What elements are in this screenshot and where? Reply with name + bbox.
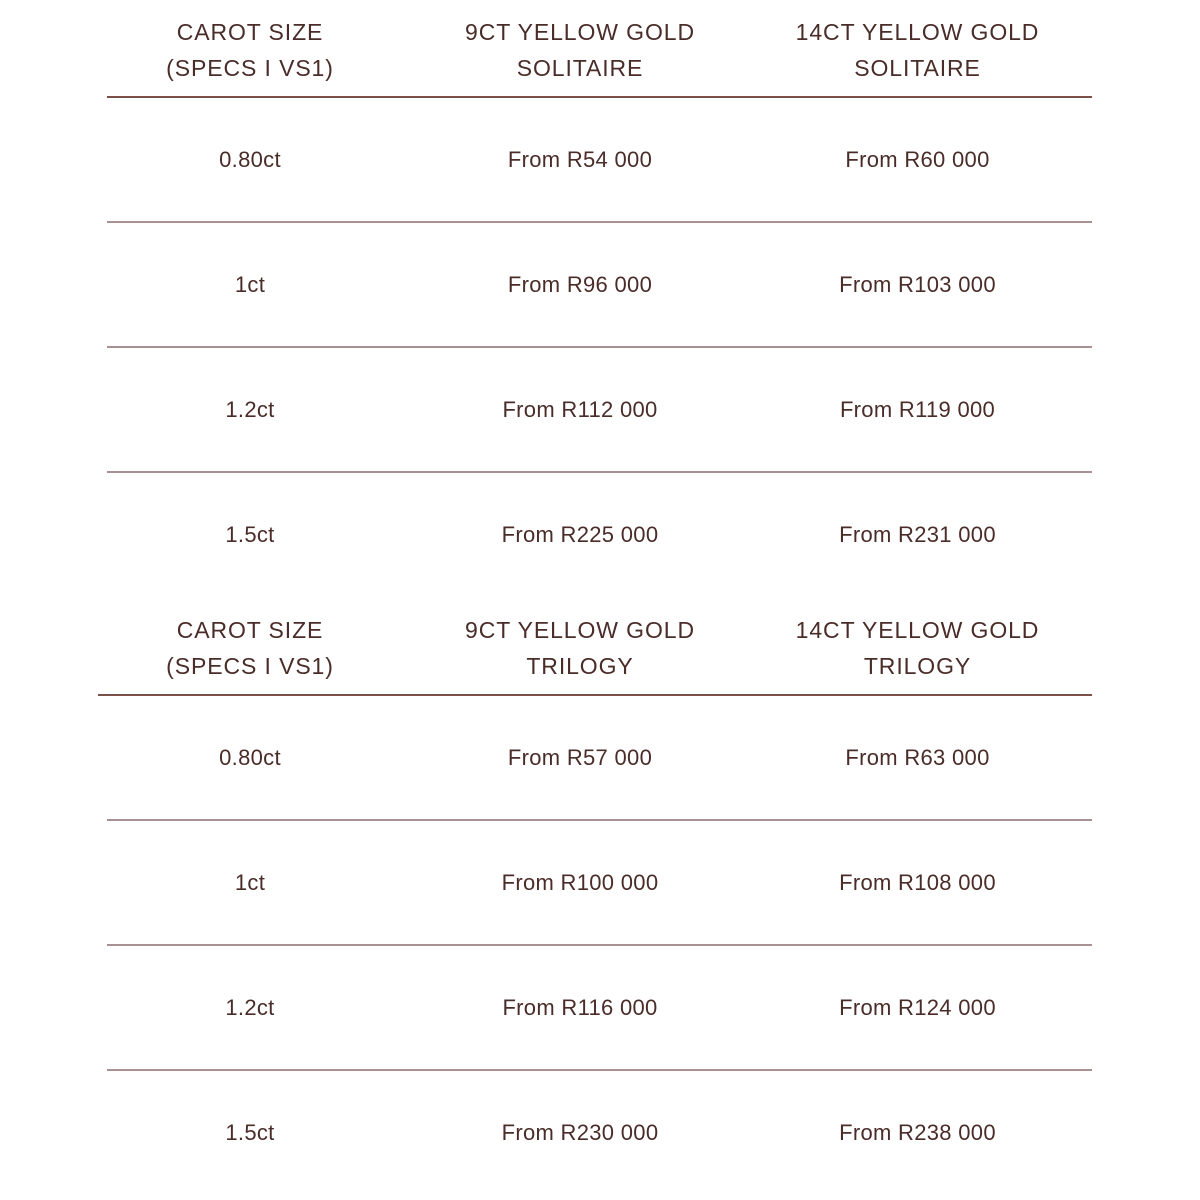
cell-price-9ct (415, 696, 745, 819)
table-row (0, 946, 1200, 1069)
table-row (0, 696, 1200, 819)
cell-price-9ct (415, 223, 745, 346)
header-line-primary: 14CT YELLOW GOLD (795, 19, 1040, 45)
table-row (0, 98, 1200, 221)
cell-carat (0, 473, 415, 596)
price-value: From R124 000 (839, 994, 996, 1020)
price-value: From R231 000 (839, 521, 996, 547)
cell-price-9ct (415, 946, 745, 1069)
price-value: From R230 000 (501, 1119, 659, 1145)
header-line-primary: 9CT YELLOW GOLD (465, 19, 695, 45)
cell-price-9ct (415, 98, 745, 221)
cell-carat (0, 696, 415, 819)
header-cell-9ct (415, 14, 745, 86)
cell-price-14ct (745, 821, 1200, 944)
cell-price-14ct (745, 696, 1200, 819)
price-value: From R63 000 (845, 744, 990, 770)
price-value: From R119 000 (839, 396, 996, 422)
cell-carat (0, 348, 415, 471)
cell-price-9ct (415, 473, 745, 596)
cell-price-14ct (745, 1071, 1200, 1194)
price-value: From R60 000 (845, 146, 990, 172)
table-header-row (0, 0, 1200, 96)
cell-carat (0, 98, 415, 221)
table-row (0, 348, 1200, 471)
price-value: From R225 000 (501, 521, 659, 547)
cell-price-14ct (745, 223, 1200, 346)
cell-price-9ct (415, 821, 745, 944)
header-cell-carat-size (0, 14, 415, 86)
cell-price-14ct (745, 946, 1200, 1069)
carat-value: 1ct (234, 271, 266, 297)
header-line-secondary: (SPECS I VS1) (166, 55, 334, 81)
price-value: From R238 000 (839, 1119, 996, 1145)
price-value: From R108 000 (839, 869, 996, 895)
price-value: From R116 000 (502, 994, 658, 1020)
header-cell-14ct (745, 612, 1200, 684)
header-line-secondary: SOLITAIRE (854, 55, 981, 81)
table-row (0, 1071, 1200, 1194)
cell-carat (0, 1071, 415, 1194)
price-value: From R57 000 (507, 744, 653, 770)
cell-price-9ct (415, 1071, 745, 1194)
carat-value: 0.80ct (219, 744, 281, 770)
header-line-secondary: TRILOGY (863, 653, 972, 679)
header-line-primary: CAROT SIZE (176, 19, 324, 45)
cell-carat (0, 821, 415, 944)
header-line-primary: 14CT YELLOW GOLD (795, 617, 1040, 643)
cell-price-14ct (745, 98, 1200, 221)
header-line-secondary: SOLITAIRE (516, 55, 644, 81)
cell-carat (0, 223, 415, 346)
header-cell-9ct (415, 612, 745, 684)
carat-value: 1.5ct (225, 521, 275, 547)
header-line-secondary: TRILOGY (526, 653, 634, 679)
carat-value: 1.5ct (225, 1119, 275, 1145)
price-value: From R100 000 (501, 869, 659, 895)
header-line-primary: 9CT YELLOW GOLD (465, 617, 695, 643)
carat-value: 1ct (234, 869, 266, 895)
cell-price-14ct (745, 473, 1200, 596)
price-value: From R112 000 (502, 396, 658, 422)
table-header-row (0, 598, 1200, 694)
table-row (0, 821, 1200, 944)
cell-price-14ct (745, 348, 1200, 471)
table-row (0, 223, 1200, 346)
price-table-solitaire (0, 0, 1200, 596)
table-row (0, 473, 1200, 596)
cell-carat (0, 946, 415, 1069)
header-cell-carat-size (0, 612, 415, 684)
price-table-trilogy (0, 598, 1200, 1194)
carat-value: 1.2ct (225, 994, 275, 1020)
price-value: From R54 000 (507, 146, 653, 172)
header-line-primary: CAROT SIZE (176, 617, 324, 643)
cell-price-9ct (415, 348, 745, 471)
price-value: From R103 000 (839, 271, 996, 297)
header-line-secondary: (SPECS I VS1) (166, 653, 334, 679)
price-value: From R96 000 (507, 271, 653, 297)
header-cell-14ct (745, 14, 1200, 86)
carat-value: 0.80ct (219, 146, 281, 172)
carat-value: 1.2ct (225, 396, 275, 422)
